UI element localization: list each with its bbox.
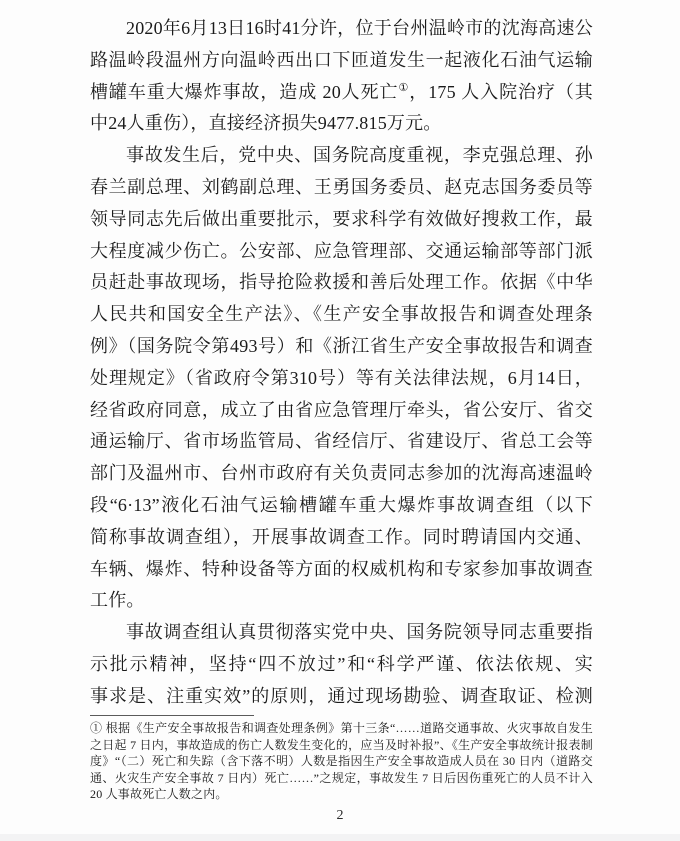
report-body: [90, 13, 593, 713]
body-line: 车辆、爆炸、特种设备等方面的权威机构和专家参加事故调查: [90, 558, 593, 579]
footnote-line: 20 人事故死亡人数之内。: [90, 787, 228, 802]
paragraph: [90, 140, 593, 617]
body-line: 处理规定》（省政府令第310号）等有关法律法规，6月14日，: [90, 367, 593, 388]
paragraph: [90, 617, 593, 712]
body-line: 春兰副总理、刘鹤副总理、王勇国务委员、赵克志国务委员等: [90, 176, 593, 197]
paragraph: [90, 720, 593, 803]
body-line: 事故发生后，党中央、国务院高度重视，李克强总理、孙: [126, 145, 593, 166]
body-line: 槽罐车重大爆炸事故，造成 20人死亡①，175 人入院治疗（其: [90, 81, 593, 102]
body-line: 经省政府同意，成立了由省应急管理厅牵头，省公安厅、省交: [90, 399, 593, 420]
body-line: 简称事故调查组），开展事故调查工作。同时聘请国内交通、: [90, 526, 593, 547]
body-line: 员赶赴事故现场，指导抢险救援和善后处理工作。依据《中华: [90, 272, 593, 293]
paragraph: [90, 13, 593, 140]
page-number: 2: [336, 808, 344, 823]
body-line: 部门及温州市、台州市政府有关负责同志参加的沈海高速温岭: [90, 463, 593, 484]
body-line: 领导同志先后做出重要批示，要求科学有效做好搜救工作，最: [90, 208, 593, 229]
body-line: 中24人重伤），直接经济损失9477.815万元。: [90, 113, 442, 134]
body-line: 段“6·13”液化石油气运输槽罐车重大爆炸事故调查组（以下: [90, 494, 593, 515]
footnote-line: ① 根据《生产安全事故报告和调查处理条例》第十三条“……道路交通事故、火灾事故自发生: [90, 721, 593, 735]
page-bottom-edge: [0, 834, 680, 841]
footnote-line: 通、火灾生产安全事故 7 日内）死亡……”之规定，事故发生 7 日后因伤重死亡的人员不计入: [90, 770, 593, 785]
footnote-reference: ①: [398, 81, 410, 94]
footnote-line: 度》“（二）死亡和失踪（含下落不明）人数是指因生产安全事故造成人员在 30 日内（道路交: [90, 754, 593, 769]
body-line: 示批示精神，坚持“四不放过”和“科学严谨、依法依规、实: [90, 653, 593, 674]
body-line: 事求是、注重实效”的原则，通过现场勘验、调查取证、检测: [90, 685, 593, 706]
footnote-separator: [90, 715, 254, 716]
body-line: 例》（国务院令第493号）和《浙江省生产安全事故报告和调查: [90, 335, 593, 356]
body-line: 事故调查组认真贯彻落实党中央、国务院领导同志重要指: [126, 622, 593, 643]
footnote-line: 之日起 7 日内，事故造成的伤亡人数发生变化的，应当及时补报”、《生产安全事故统计报表制: [90, 737, 593, 752]
body-line: 人民共和国安全生产法》、《生产安全事故报告和调查处理条: [90, 304, 593, 325]
body-line: 路温岭段温州方向温岭西出口下匝道发生一起液化石油气运输: [90, 49, 593, 70]
footnote: [90, 720, 593, 803]
body-line: 工作。: [90, 590, 145, 611]
body-line: 2020年6月13日16时41分许，位于台州温岭市的沈海高速公: [126, 18, 593, 38]
body-line: 通运输厅、省市场监管局、省经信厅、省建设厅、省总工会等: [90, 431, 593, 452]
body-line: 大程度减少伤亡。公安部、应急管理部、交通运输部等部门派: [90, 240, 593, 261]
